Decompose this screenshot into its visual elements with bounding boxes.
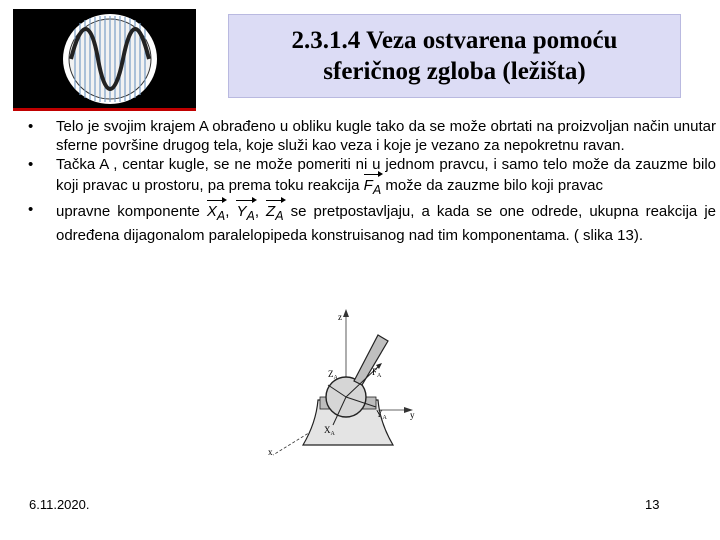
vector-za: $Z_A$ <box>266 200 284 226</box>
label-ya: $Y_A$ <box>376 409 387 421</box>
bullet-item-3: • upravne komponente $X_A$, $Y_A$, $Z_A$ se pretpostavljaju, a kada se one odrede, ukupna reakcija je određena dijagonalom paralelopipeda konstruisanog nad tim komponentama. ( slika 13). <box>28 201 716 244</box>
vector-fa: $F_A$ <box>364 174 382 200</box>
logo <box>13 9 196 108</box>
axis-label-y: y <box>410 410 415 420</box>
label-fa: $F_A$ <box>372 367 382 379</box>
figure-spherical-joint <box>258 305 433 470</box>
axis-label-z: z <box>338 312 342 322</box>
sine-wave-oscilloscope-icon <box>13 9 196 108</box>
bullet-dot: • <box>28 201 34 218</box>
label-xa: $X_A$ <box>324 425 335 437</box>
axis-label-x: x <box>268 447 273 457</box>
title-line-1: 2.3.1.4 Veza ostvarena pomoću <box>291 27 618 54</box>
bullet-item-2 <box>28 155 716 200</box>
page-number: 13 <box>645 497 660 512</box>
rod <box>354 335 388 385</box>
vector-ya: $Y_A$ <box>236 200 254 226</box>
label-za: $Z_A$ <box>328 369 338 381</box>
bullet-text: Telo je svojim krajem A obrađeno u obliku kugle tako da se može obrtati na proizvoljan način unutar sferne površine drugog tela, koje služi kao veza i koje je vezano za nepokretnu ravan. <box>56 118 716 154</box>
footer-date: 6.11.2020. <box>29 497 90 512</box>
bullet-text: može da zauzme bilo koji pravac <box>385 177 603 194</box>
accent-divider <box>13 108 196 111</box>
title-line-2: sferičnog zgloba (ležišta) <box>323 58 586 85</box>
bullet-dot: • <box>28 118 34 135</box>
bullet-item-1 <box>28 117 716 155</box>
bullet-list <box>28 117 716 245</box>
bullet-text: Tačka A , centar kugle, se ne može pomeriti ni u jednom pravcu, i samo telo može da zauzme bilo koji pravac u prostoru, pa prema toku reakcija <box>56 156 716 194</box>
bullet-text: upravne komponente <box>56 203 200 220</box>
bullet-dot: • <box>28 156 34 173</box>
bullet-text: se pretpostavljaju, a kada se one odrede, ukupna reakcija je određena dijagonalom paralelopipeda konstruisanog nad tim komponentama. ( slika 13). <box>56 203 716 244</box>
vector-xa: $X_A$ <box>207 200 225 226</box>
page-title <box>228 14 681 98</box>
